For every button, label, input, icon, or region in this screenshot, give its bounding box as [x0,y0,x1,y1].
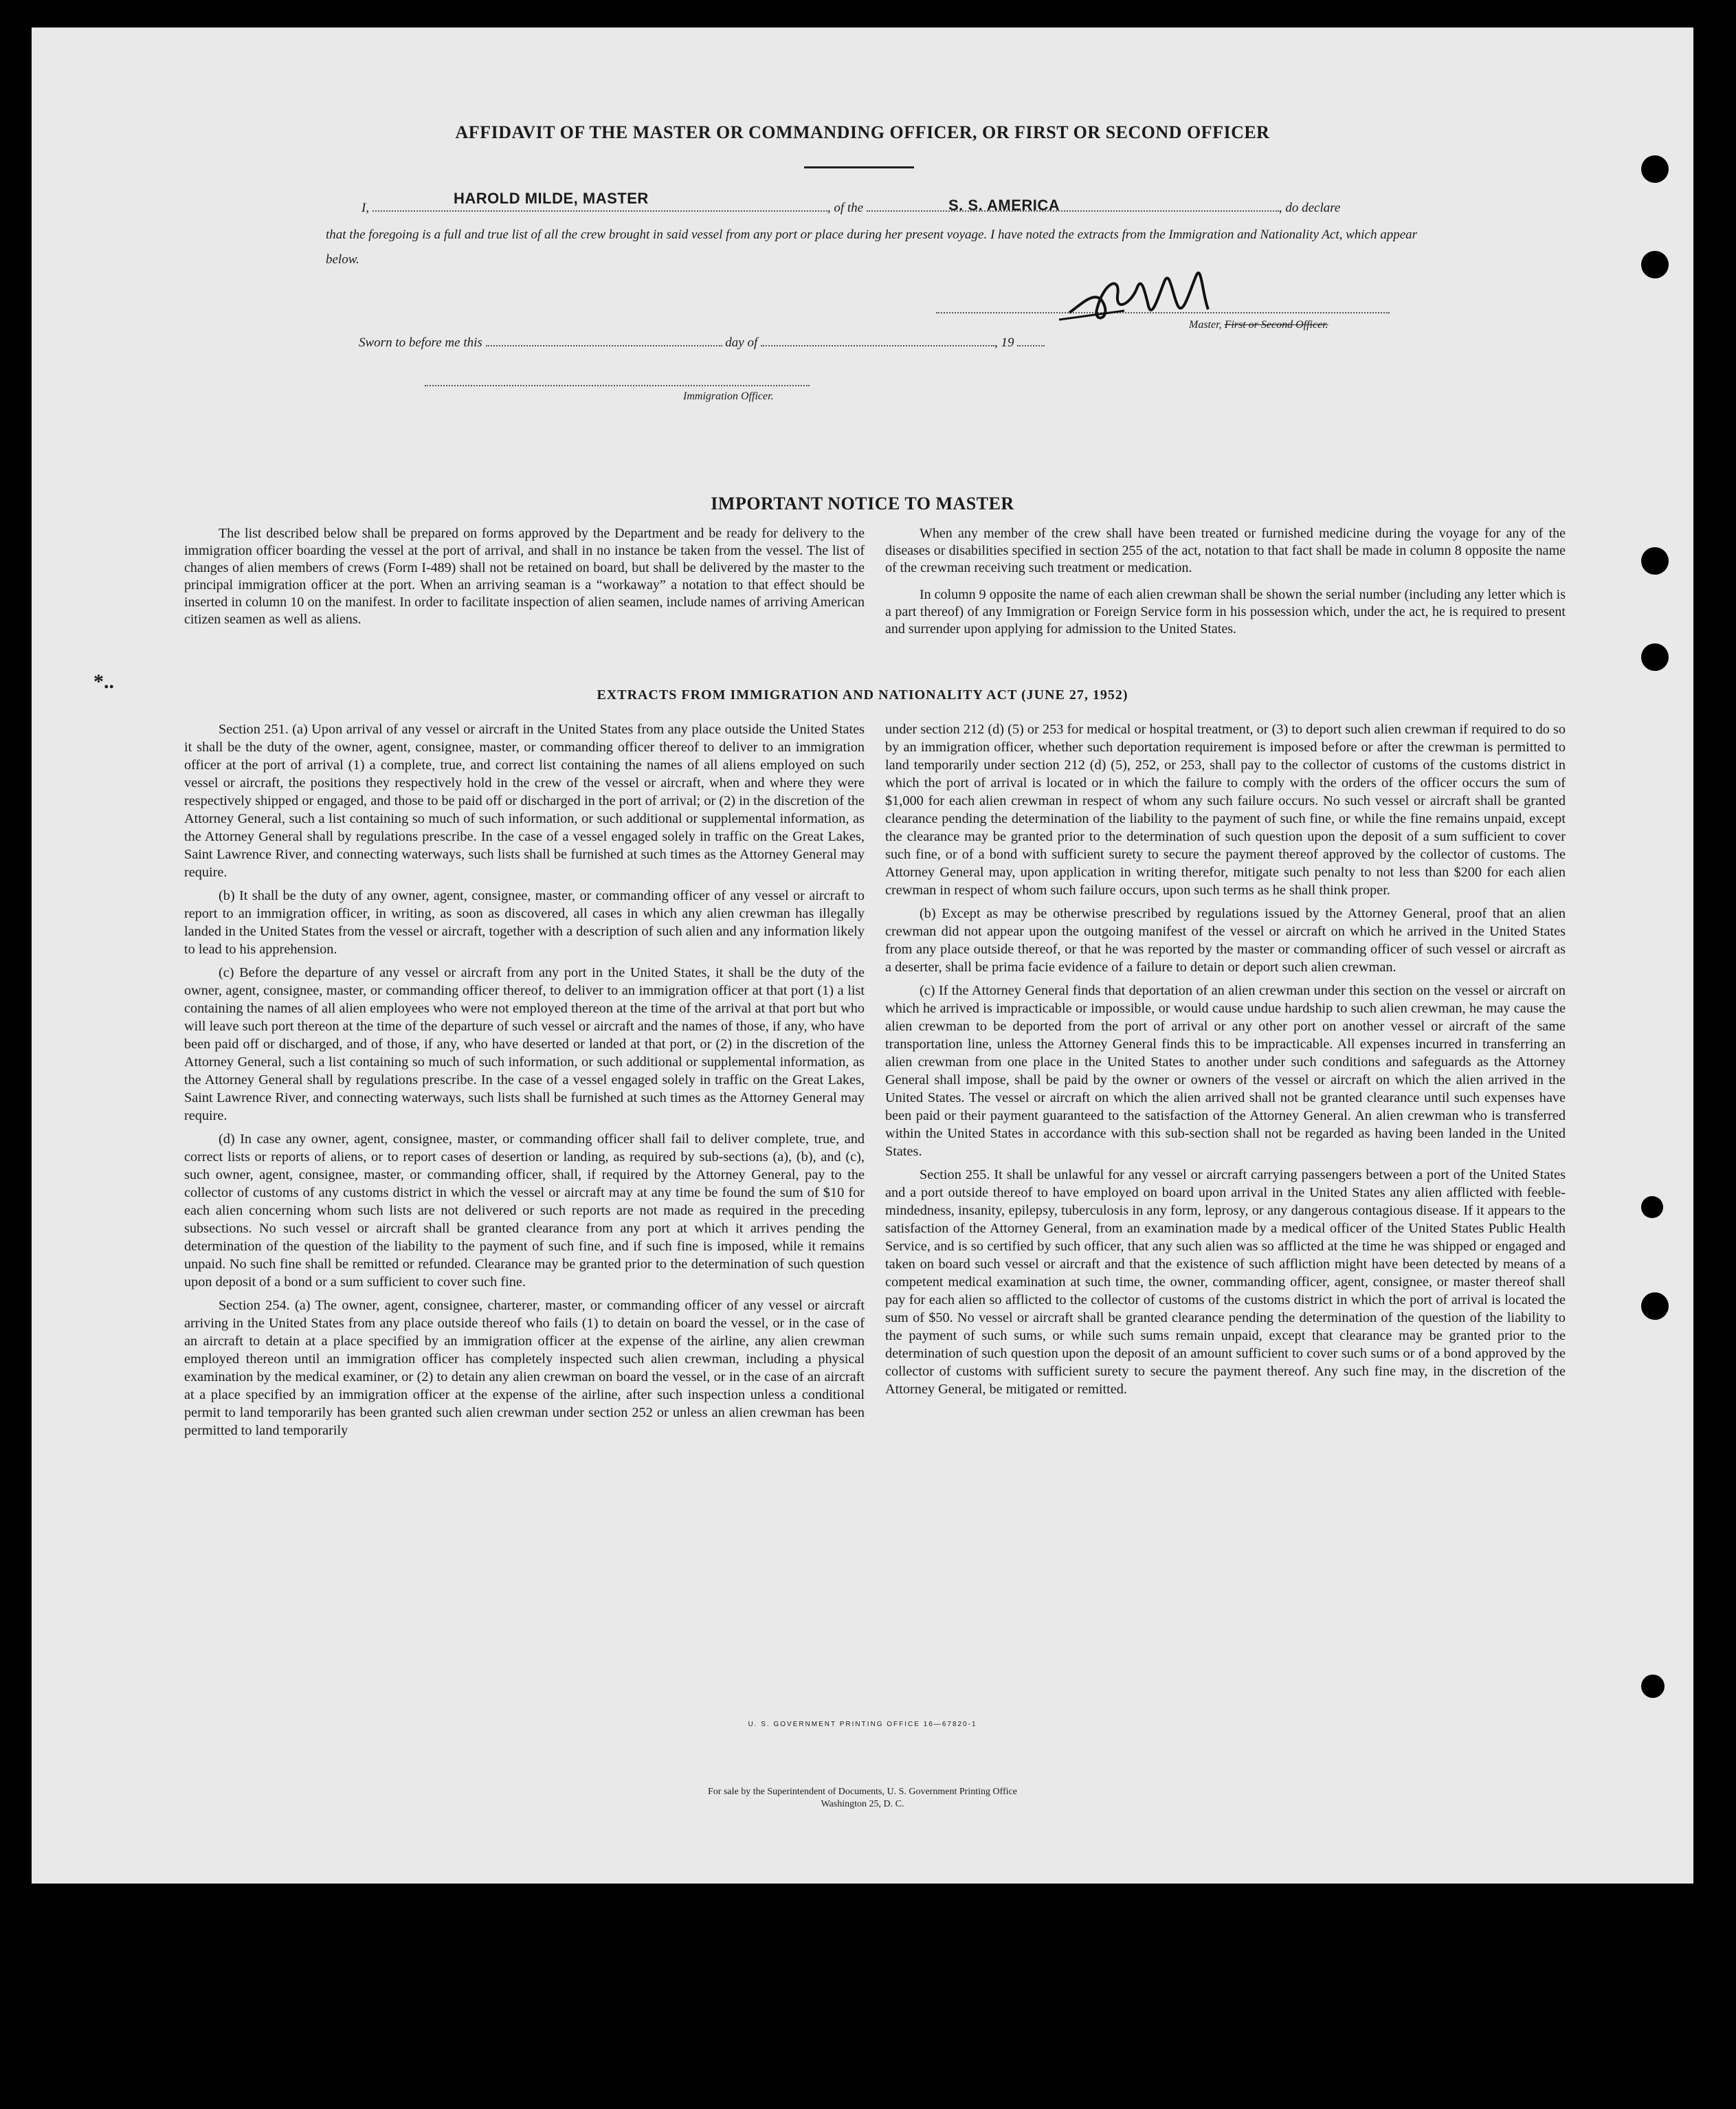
i-label: I, [361,201,370,215]
punch-hole [1641,251,1669,278]
section-254-c: (c) If the Attorney General finds that deportation of an alien crewman under this section on the vessel or aircraft on which he arrived is impracticable or impossible, or would cause undue hardship to such alien crewman, he may cause the alien crewman to be deported from the port of arrival or any other port on another vessel or aircraft of the same transportation line, unless the Attorney General finds this to be impracticable. All expenses incurred in transferring an alien crewman from one place in the United States to another under such conditions and safeguards as the Attorney General shall impose, shall be paid by the owner or owners of the vessel or aircraft on which the alien arrived in the United States. The vessel or aircraft on which the alien arrived shall not be granted clearance until such expenses have been paid or their payment guaranteed to the satisfaction of the Attorney General. An alien crewman who is transferred within the United States in accordance with this sub-section shall not be regarded as having been landed in the United States. [885,983,1566,1159]
document-page [32,27,1693,1884]
sworn-day-field[interactable] [486,345,722,346]
affidavit-title: AFFIDAVIT OF THE MASTER OR COMMANDING OFFICER, OR FIRST OR SECOND OFFICER [455,122,1270,142]
day-of-label: day of [725,335,758,350]
declaration-text: that the foregoing is a full and true list of all the crew brought in said vessel from any port or place during her present voyage. I have noted the extracts from the Immigration and Nationality Act, which appear below. [326,228,1418,267]
section-254-a: Section 254. (a) The owner, agent, consignee, charterer, master, or commanding officer of any vessel or aircraft arriving in the United States from any place outside thereof who fails (1) to detain on board the vessel, or in the case of an aircraft to detain at a place specified by an immigration officer at the expense of the airline, any alien crewman employed thereon until an immigration officer has completely inspected such alien crewman, including a physical examination by the medical examiner, or (2) to detain any alien crewman on board the vessel, or in the case of an aircraft at a place specified by an immigration officer at the expense of the airline, after such inspection unless a conditional permit to land temporarily has been granted such alien crewman under section 252 or unless an alien crewman has been permitted to land temporarily [184,1298,865,1438]
master-caption: Master, First or Second Officer. [1189,319,1328,331]
punch-hole [1641,1675,1665,1698]
section-251-c: (c) Before the departure of any vessel or aircraft from any port in the United States, it shall be the duty of the owner, agent, consignee, master, or commanding officer thereof, to deliver to an immigration officer at that port (1) a list containing the names of all alien employees who were not employed thereon at the time of the arrival at that port but who will leave such port thereon at the time of the departure of such vessel or aircraft and the names of those, if any, who have been paid off or discharged, and of those, if any, who have deserted or landed at that port, or (2) in the discretion of the Attorney General, such a list containing so much of such information, or such additional or supplemental information, as the Attorney General shall by regulations prescribe. In the case of a vessel engaged solely in traffic on the Great Lakes, Saint Lawrence River, and connecting waterways, such lists shall be furnished at such times as the Attorney General may require. [184,965,865,1123]
notice-left-paragraph: The list described below shall be prepared on forms approved by the Department and be ready for delivery to the immigration officer boarding the vessel at the port of arrival, and shall in no instance be taken from the vessel. The list of changes of alien members of crews (Form I-489) shall not be retained on board, but shall be delivered by the master to the principal immigration officer at the port. When an arriving seaman is a “workaway” a notation to that effect should be inserted in column 10 on the manifest. In order to facilitate inspection of alien seamen, include names of arriving American citizen seamen as well as aliens. [184,526,865,627]
section-251-a: Section 251. (a) Upon arrival of any vessel or aircraft in the United States from any place outside the United States it shall be the duty of the owner, agent, consignee, master, or commanding officer thereof to deliver to an immigration officer at the port of arrival (1) a complete, true, and correct list containing the names of all aliens employed on such vessel or aircraft, the positions they respectively hold in the crew of the vessel or aircraft, when and where they were respectively shipped or engaged, and those to be paid off or discharged in the port of arrival; or (2) in the discretion of the Attorney General, such a list containing so much of such information, or such additional or supplemental information, as the Attorney General shall by regulations prescribe. In the case of a vessel engaged solely in traffic on the Great Lakes, Saint Lawrence River, and connecting waterways, such lists shall be furnished at such times as the Attorney General may require. [184,722,865,880]
notice-right-column [885,525,1566,648]
punch-hole [1641,155,1669,183]
sworn-year-field[interactable] [1017,345,1045,346]
punch-hole [1641,547,1669,575]
section-251-d: (d) In case any owner, agent, consignee, master, or commanding officer shall fail to deliver complete, true, and correct lists or reports of aliens, or to report cases of desertion or landing, as required by sub-sections (a), (b), and (c), such owner, agent, consignee, master, or commanding officer, shall, if required by the Attorney General, pay to the collector of customs of any customs district in which the vessel or aircraft may at any time be found the sum of $10 for each alien concerning whom such lists are not delivered or such reports are not made as required in the preceding subsections. No such vessel or aircraft shall be granted clearance from any port at which it arrives pending the determination of the question of the liability to the payment of such fine, and if such fine is imposed, while it remains unpaid. No such fine shall be remitted or refunded. Clearance may be granted prior to the determination of such question upon deposit of a bond or a sum sufficient to cover such fine. [184,1131,865,1290]
sale-line-2: Washington 25, D. C. [821,1799,904,1809]
extracts-left-column [184,720,865,1445]
year-label: , 19 [994,335,1014,350]
struck-officer-label: First or Second Officer. [1224,319,1328,331]
punch-hole [1641,643,1669,671]
sale-line-1: For sale by the Superintendent of Documents, U. S. Government Printing Office [708,1787,1017,1797]
section-254-a-continued: under section 212 (d) (5) or 253 for medical or hospital treatment, or (3) to deport such alien crewman if required to do so by an immigration officer, whether such deportation requirement is imposed before or after the crewman is permitted to land temporarily under section 212 (d) (5), 252, or 253, shall pay to the collector of customs of the customs district in which the port of arrival is located or in which the failure to comply with the orders of the officer occurs the sum of $1,000 for each alien crewman in respect of whom any such failure occurs. No such vessel or aircraft shall be granted clearance pending the determination of the liability to the payment of such fine, or while the fine remains unpaid, except the clearance may be granted prior to the determination of such question upon the deposit of a sum sufficient to cover such fine, or of a bond with sufficient surety to secure the payment thereof approved by the collector of customs. The Attorney General may, upon application in writing therefor, mitigate such penalty to not less than $200 for each alien crewman in respect of whom such failure occurs, upon such terms as he shall think proper. [885,722,1566,898]
title-rule [804,166,914,168]
vessel-field[interactable] [867,210,1279,212]
do-declare-label: , do declare [1278,201,1341,215]
extracts-title: EXTRACTS FROM IMMIGRATION AND NATIONALITY ACT (JUNE 27, 1952) [597,687,1128,703]
immigration-officer-caption: Immigration Officer. [683,390,774,402]
section-254-b: (b) Except as may be otherwise prescribed by regulations issued by the Attorney General, proof that an alien crewman did not appear upon the outgoing manifest of the vessel or aircraft on which he arrived in the United States from any place outside thereof, or that he was reported by the master or commanding officer of such vessel or aircraft as a deserter, shall be prima facie evidence of a failure to detain or deport such alien crewman. [885,906,1566,975]
name-value: HAROLD MILDE, MASTER [454,190,649,207]
punch-hole [1641,1292,1669,1320]
notice-title: IMPORTANT NOTICE TO MASTER [711,494,1014,514]
section-255: Section 255. It shall be unlawful for any vessel or aircraft carrying passengers between a port of the United States and a port outside thereof to have employed on board upon arrival in the United States any alien afflicted with feeble-mindedness, insanity, epilepsy, tuberculosis in any form, leprosy, or any dangerous contagious disease. If it appears to the satisfaction of the Attorney General, from an examination made by a medical officer of the United States Public Health Service, and is so certified by such officer, that any such alien was so afflicted at the time he was shipped or engaged and taken on board such vessel or aircraft and that the existence of such affliction might have been detected by means of a competent medical examination at such time, the owner, commanding officer, agent, consignee, or master thereof shall pay for each alien so afflicted to the collector of customs of the customs district in which the port of arrival is located the sum of $50. No vessel or aircraft shall be granted clearance pending the determination of the question of the liability to the payment of such sums, or while such sums remain unpaid, except that clearance may be granted prior to the determination of such question upon the deposit of an amount sufficient to cover such sums or of a bond approved by the collector of customs with sufficient surety to secure the payment thereof. Any such fine may, in the discretion of the Attorney General, be mitigated or remitted. [885,1167,1566,1397]
notice-left-column [184,525,865,638]
sworn-line [359,335,1045,351]
vessel-value: S. S. AMERICA [948,197,1060,214]
sale-notice [32,1786,1693,1811]
sworn-label: Sworn to before me this [359,335,482,350]
immigration-officer-line[interactable] [425,385,810,386]
margin-mark: *.. [93,670,114,693]
punch-hole [1641,1196,1663,1218]
notice-right-paragraph-1: When any member of the crew shall have been treated or furnished medicine during the voyage for any of the diseases or disabilities specified in section 255 of the act, notation to that fact shall be made in column 8 opposite the name of the crewman receiving such treatment or medication. [885,526,1566,575]
of-the-label: , of the [827,201,864,215]
printing-office-line: U. S. GOVERNMENT PRINTING OFFICE 16—67820-1 [748,1721,977,1728]
name-field[interactable] [372,210,827,212]
sworn-month-field[interactable] [761,345,994,346]
extracts-right-column [885,720,1566,1404]
notice-right-paragraph-2: In column 9 opposite the name of each alien crewman shall be shown the serial number (including any letter which is a part thereof) of any Immigration or Foreign Service form in his possession which, under the act, he is required to present and surrender upon applying for admission to the United States. [885,587,1566,637]
section-251-b: (b) It shall be the duty of any owner, agent, consignee, master, or commanding officer of any vessel or aircraft to report to an immigration officer, in writing, as soon as discovered, all cases in which any alien crewman has illegally landed in the United States from the vessel or aircraft, together with a description of such alien and any information likely to lead to his apprehension. [184,888,865,957]
